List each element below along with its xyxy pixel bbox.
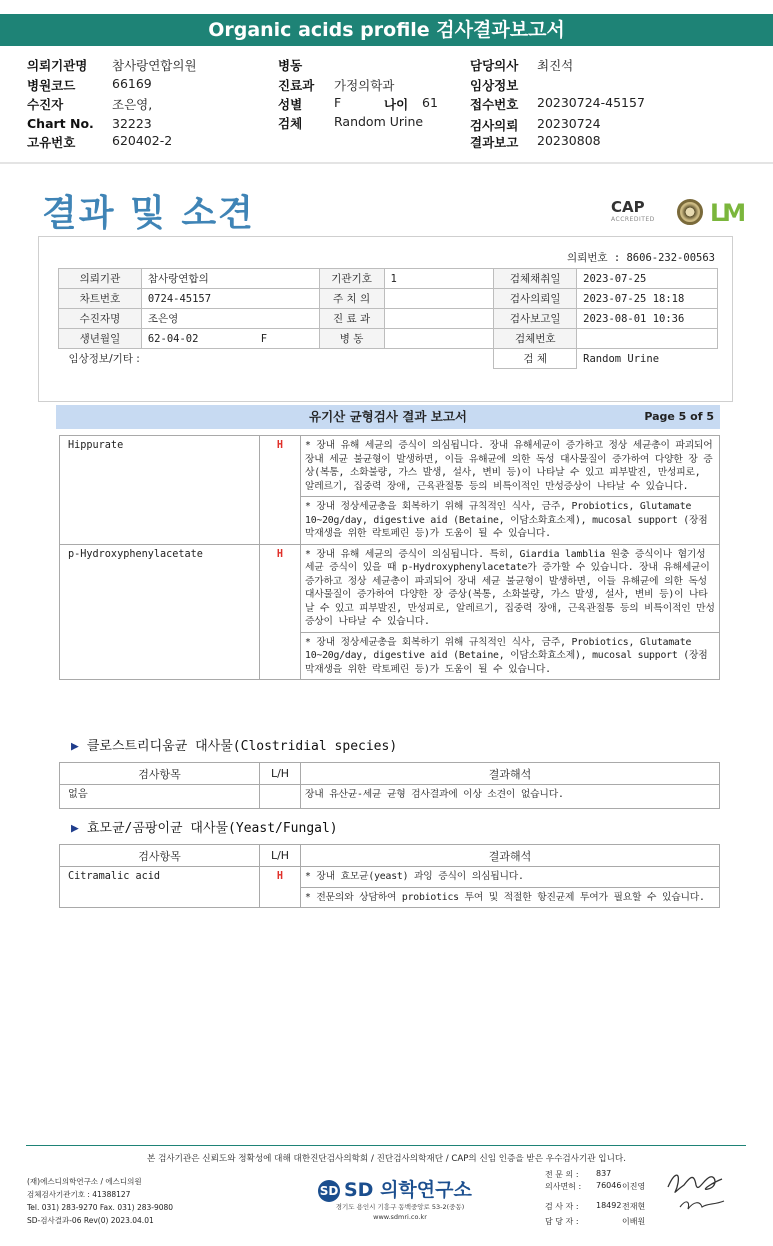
doctor-label: 담당의사: [470, 58, 519, 73]
col-header-lh: L/H: [260, 763, 301, 785]
doctor-value: 최진석: [537, 58, 574, 73]
sd-brand-name: SD 의학연구소: [344, 1179, 472, 1201]
analyte-name: Citramalic acid: [60, 867, 260, 908]
patient-row: [59, 329, 718, 349]
request-date-label: 검사의뢰: [470, 118, 519, 133]
signer-no: 76046: [596, 1181, 622, 1190]
col-header-item: 검사항목: [60, 763, 260, 785]
recommendation: * 전문의와 상담하여 probiotics 투여 및 적절한 항진균제 투여가 필요할 수 있습니다.: [301, 887, 720, 908]
signer-no: 837: [596, 1169, 612, 1178]
cell-header: 수진자명: [59, 309, 142, 329]
header-divider: [0, 162, 773, 164]
birthdate-value: 62-04-02: [147, 332, 199, 345]
cell-header: 진 료 과: [319, 309, 384, 329]
clostridia-table: [59, 762, 720, 809]
dept-value: 가정의학과: [334, 78, 395, 93]
patient-row: [59, 289, 718, 309]
cell-value: 2023-07-25: [577, 269, 718, 289]
hospital-code-label: 병원코드: [27, 78, 76, 93]
unique-no-value: 620402-2: [112, 133, 173, 148]
cell-header: 기관기호: [319, 269, 384, 289]
results-table: [59, 435, 720, 680]
interpretation: * 장내 유해 세균의 증식이 의심됩니다. 장내 유해세균이 증가하고 정상 세균총이 파괴되어 장내 세균 불균형이 발생하면, 이들 유해균에 의한 독성 대사물질이 증가하여 다양한 장 증상(복통, 소화불량, 가스 발생, 설사, 변비 등)이 나타날 수 있고 피부발진, 만성피로, 알레르기, 집중력 장애, 근육관절통 등의 비특이적인 만성증상이 나타날 수 있습니다.: [301, 436, 720, 497]
certification-note: 본 검사기관은 신뢰도와 정확성에 대해 대한진단검사의학회 / 진단검사의학재단 / CAP의 신임 인증을 받은 우수검사기관 입니다.: [147, 1154, 626, 1164]
recommendation: * 장내 정상세균총을 회복하기 위해 규칙적인 식사, 금주, Probiotics, Glutamate 10~20g/day, digestive aid (Betaine, 이담소화효소제), mucosal support (장점막재생을 위한 락토페린 등)가 도움이 될 수 있습니다.: [301, 632, 720, 680]
chart-value: 32223: [112, 116, 152, 131]
hospital-code-value: 66169: [112, 76, 152, 91]
lh-flag: H: [260, 867, 301, 908]
request-number: [567, 250, 715, 265]
report-date-label: 결과보고: [470, 135, 519, 150]
specimen-value: Random Urine: [334, 114, 424, 129]
footer-divider: [26, 1145, 746, 1146]
recommendation: * 장내 정상세균총을 회복하기 위해 규칙적인 식사, 금주, Probiotics, Glutamate 10~20g/day, digestive aid (Betaine, 이담소화효소제), mucosal support (장점막재생을 위한 락토페린 등)가 도움이 될 수 있습니다.: [301, 497, 720, 545]
table-header-row: [60, 845, 720, 867]
cell-header: 의뢰기관: [59, 269, 142, 289]
cell-header: 검사의뢰일: [494, 289, 577, 309]
cell-value: [141, 329, 319, 349]
patient-label: 수진자: [27, 97, 64, 112]
sex-value: F: [334, 95, 342, 110]
sd-logo-icon: SD: [318, 1180, 340, 1202]
interpretation: 장내 유산균-세균 균형 검사결과에 이상 소견이 없습니다.: [301, 785, 720, 809]
clinical-info-label: 임상정보/기타 :: [59, 349, 494, 369]
footer-line: (재)에스디의학연구소 / 에스디의원: [27, 1177, 142, 1186]
patient-info-table: [58, 268, 718, 369]
lh-flag: [260, 785, 301, 809]
cell-value: Random Urine: [577, 349, 718, 369]
sd-brand-logo: [318, 1175, 472, 1202]
lab-address: 경기도 용인시 기흥구 동백중앙로 53-2(중동): [335, 1203, 465, 1211]
cell-value: [384, 309, 494, 329]
patient-row: [59, 309, 718, 329]
report-title: 유기산 균형검사 결과 보고서: [309, 409, 467, 424]
footer-line: Tel. 031) 283-9270 Fax. 031) 283-9080: [27, 1203, 174, 1212]
table-row: [60, 544, 720, 632]
cell-value: 0724-45157: [141, 289, 319, 309]
receipt-label: 접수번호: [470, 97, 519, 112]
clinical-label: 임상정보: [470, 78, 519, 93]
cell-value: [577, 329, 718, 349]
signer-name: 이진영: [622, 1182, 646, 1191]
cap-logo: [611, 198, 655, 223]
signer-no: 18492: [596, 1201, 622, 1210]
unique-no-label: 고유번호: [27, 135, 76, 150]
lh-flag: H: [260, 436, 301, 545]
interpretation: * 장내 효모균(yeast) 과잉 증식이 의심됩니다.: [301, 867, 720, 888]
lab-website: www.sdmri.co.kr: [373, 1213, 427, 1221]
triangle-bullet-icon: ▶: [71, 739, 79, 754]
footer-line: SD-검사결과-06 Rev(0) 2023.04.01: [27, 1216, 154, 1225]
signer-name: 이배원: [622, 1217, 646, 1226]
cell-value: 2023-07-25 18:18: [577, 289, 718, 309]
signature-image: [660, 1165, 730, 1217]
request-number-label: 의뢰번호 :: [566, 252, 621, 264]
cap-logo-subtext: ACCREDITED: [611, 216, 655, 223]
dept-label: 진료과: [278, 78, 315, 93]
triangle-bullet-icon: ▶: [71, 821, 79, 836]
request-number-value: 8606-232-00563: [626, 252, 715, 264]
cell-header: 검사보고일: [494, 309, 577, 329]
lm-logo: LM: [710, 199, 744, 227]
cell-header: 검 체: [494, 349, 577, 369]
interpretation: * 장내 유해 세균의 증식이 의심됩니다. 특히, Giardia lamblia 원충 증식이나 혐기성 세균 증식이 있을 때 p-Hydroxyphenylacetate가 증가할 수 있습니다. 장내 유해세균이 증가하고 정상 세균총이 파괴되어 장내 세균 불균형이 발생하면, 이들 유해균에 의한 독성 대사물질이 증가하여 다양한 장 증상(복통, 소화불량, 가스 발생, 설사, 변비 등)이 나타날 수 있고 피부발진, 만성피로, 알레르기, 집중력 장애, 근육관절통 등의 비특이적인 만성증상이 나타날 수 있습니다.: [301, 544, 720, 632]
patient-row: [59, 349, 718, 369]
signer-name: 전재현: [622, 1202, 646, 1211]
cell-value: 조은영: [141, 309, 319, 329]
requester-label: 의뢰기관명: [27, 58, 88, 73]
receipt-value: 20230724-45157: [537, 95, 645, 110]
cell-header: 병 동: [319, 329, 384, 349]
cell-value: [384, 289, 494, 309]
age-label: 나이: [384, 97, 409, 112]
col-header-interpretation: 결과해석: [301, 845, 720, 867]
patient-value: 조은영,: [112, 97, 153, 112]
ward-label: 병동: [278, 58, 303, 73]
table-row: [60, 867, 720, 888]
footer-line: 검체검사기관기호 : 41388127: [27, 1190, 131, 1199]
analyte-name: 없음: [60, 785, 260, 809]
report-date-value: 20230808: [537, 133, 601, 148]
requester-value: 참사랑연합의원: [112, 58, 197, 73]
chart-label: Chart No.: [27, 116, 94, 131]
cell-header: 차트번호: [59, 289, 142, 309]
sex-label: 성별: [278, 97, 303, 112]
signer-label: 담 당 자 :: [545, 1217, 579, 1226]
cell-header: 검체번호: [494, 329, 577, 349]
cap-logo-text: CAP: [611, 198, 645, 216]
sex-value: F: [260, 332, 268, 345]
clostridia-section-heading: [71, 735, 397, 754]
table-row: [60, 436, 720, 497]
seal-logo-icon: [677, 199, 703, 225]
col-header-lh: L/H: [260, 845, 301, 867]
signer-label: 검 사 자 :: [545, 1202, 579, 1211]
analyte-name: p-Hydroxyphenylacetate: [60, 544, 260, 680]
table-row: [60, 785, 720, 809]
yeast-section-heading: [71, 817, 338, 836]
cell-value: [384, 329, 494, 349]
page-indicator: Page 5 of 5: [644, 410, 714, 423]
cell-header: 주 치 의: [319, 289, 384, 309]
age-value: 61: [422, 95, 438, 110]
section-title: 결과 및 소견: [42, 193, 255, 234]
cell-header: 생년월일: [59, 329, 142, 349]
signer-label: 전 문 의 :: [545, 1170, 579, 1179]
yeast-table: [59, 844, 720, 908]
table-header-row: [60, 763, 720, 785]
cell-value: 2023-08-01 10:36: [577, 309, 718, 329]
col-header-interpretation: 결과해석: [301, 763, 720, 785]
cell-value: 참사랑연합의: [141, 269, 319, 289]
yeast-title: 효모균/곰팡이균 대사물(Yeast/Fungal): [86, 821, 338, 836]
col-header-item: 검사항목: [60, 845, 260, 867]
specimen-label: 검체: [278, 116, 303, 131]
cell-value: 1: [384, 269, 494, 289]
clostridia-title: 클로스트리디움균 대사물(Clostridial species): [86, 739, 398, 754]
report-banner-title: Organic acids profile 검사결과보고서: [0, 14, 773, 46]
analyte-name: Hippurate: [60, 436, 260, 545]
report-title-band: [56, 405, 720, 429]
lh-flag: H: [260, 544, 301, 680]
patient-row: [59, 269, 718, 289]
cell-header: 검체채취일: [494, 269, 577, 289]
signer-label: 의사면허 :: [545, 1182, 582, 1191]
request-date-value: 20230724: [537, 116, 601, 131]
